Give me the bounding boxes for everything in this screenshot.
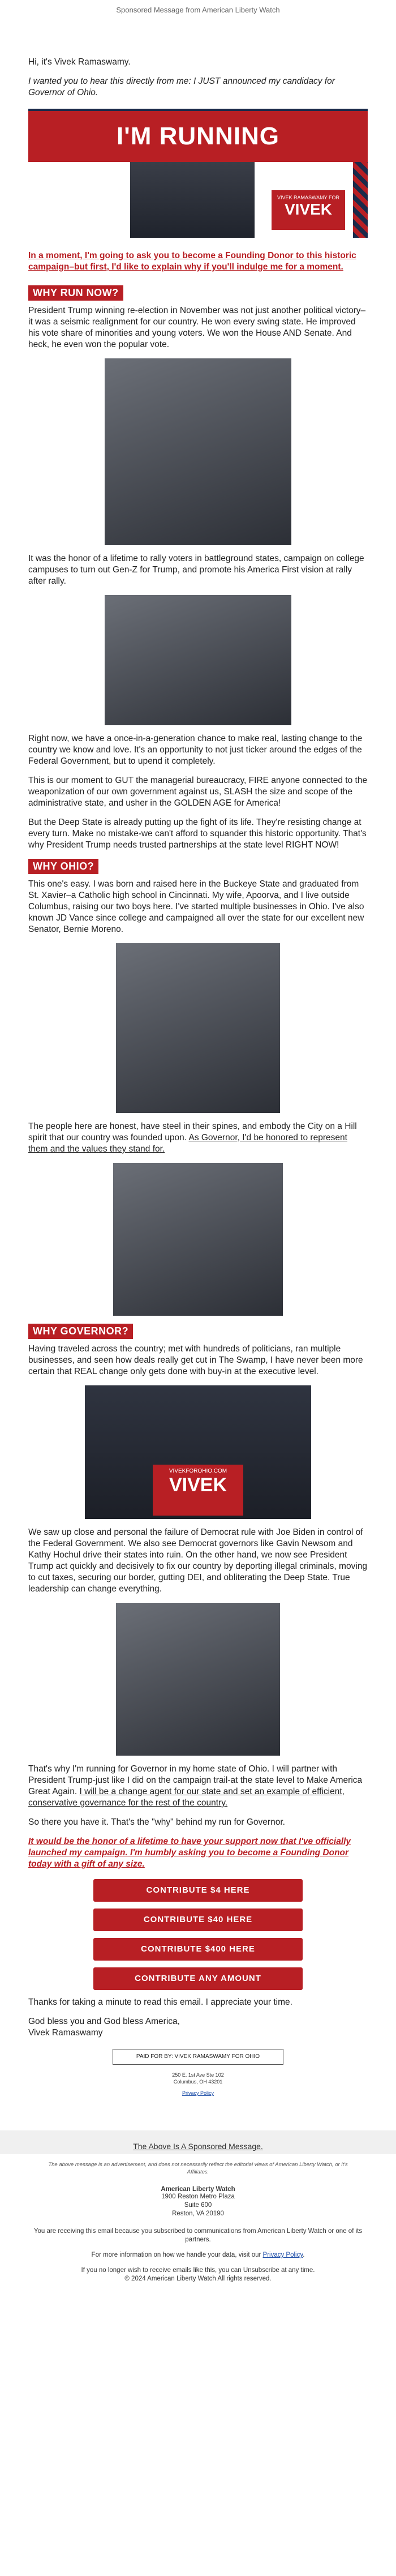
logo-small-text: VIVEK RAMASWAMY FOR — [277, 195, 340, 200]
paragraph: We saw up close and personal the failure of Democrat rule with Joe Biden in control of the Federal Government. We also see Democrat governors like Gavin Newsom and Kathy Hochul drive their states into ruin. On the other hand, we now see President Trump act quickly and decisively to fix our country by deporting illegal criminals, moving to cut taxes, securing our border, gutting DEI, and obliterating the Deep State. True leadership can change everything. — [28, 1527, 368, 1594]
footer-privacy-link[interactable]: Privacy Policy — [262, 2252, 303, 2258]
paragraph: Having traveled across the country; met with hundreds of politicians, ran multiple businesses, and seen how deals really get cut in The Swamp, I have never been more certain that REAL change only gets done with buy-in at the executive level. — [28, 1344, 363, 1376]
hero-banner — [28, 109, 368, 238]
footer: The Above Is A Sponsored Message. The above message is an advertisement, and does not necessarily reflect the editorial views of American Liberty Watch, or it's Affiliates. American Liberty Watch 1900 Reston Metro Plaza Suite 600 Reston, VA 20190 You are receiving this email because you subscribed to communications from American Liberty Watch or one of its partners. For more information on how we handle your data, visit our Privacy Policy. If you no longer wish to receive emails like this, you can Unsubscribe at any time. © 2024 American Liberty Watch All rights reserved. — [0, 2130, 396, 2283]
footer-disclaimer: The above message is an advertisement, and does not necessarily reflect the editorial views of American Liberty Watch, or it's Affiliates. — [48, 2162, 348, 2175]
podium-photo — [85, 1385, 311, 1519]
hero-headline: I'M RUNNING — [117, 122, 279, 150]
footer-title: The Above Is A Sponsored Message. — [0, 2130, 396, 2154]
paragraph: So there you have it. That's the "why" behind my run for Governor. — [28, 1817, 285, 1827]
donate-ask-link[interactable]: It would be the honor of a lifetime to have your support now that I've officially launched my campaign. I'm humbly asking you to become a Founding Donor today with a gift of any size. — [28, 1837, 351, 1869]
campaign-logo — [272, 190, 345, 230]
section-why-ohio: WHY OHIO? — [28, 859, 98, 874]
paragraph: But the Deep State is already putting up the fight of its life. They're resisting change at every turn. Make no mistake-we can't afford to squander this historic opportunity. That's why President Trump needs trusted partnerships at the state level RIGHT NOW! — [28, 818, 367, 850]
halloween-photo — [113, 1163, 283, 1316]
group-photo — [116, 1603, 280, 1756]
thanks-text: Thanks for taking a minute to read this email. I appreciate your time. — [28, 1997, 292, 2007]
podium-sign-name: VIVEK — [169, 1474, 227, 1496]
flag-stripes — [353, 162, 368, 238]
campaign-address: 250 E. 1st Ave Ste 102 Columbus, OH 43201 Privacy Policy — [172, 2072, 224, 2096]
section-why-run-now: WHY RUN NOW? — [28, 285, 123, 301]
email-body — [28, 57, 368, 2096]
founding-donor-link[interactable]: In a moment, I'm going to ask you to become a Founding Donor to this historic campaign–but first, I'd like to explain why if you'll indulge me for a moment. — [28, 251, 356, 272]
sponsored-banner: Sponsored Message from American Liberty Watch — [116, 5, 280, 14]
paid-for-box: PAID FOR BY: VIVEK RAMASWAMY FOR OHIO — [113, 2049, 283, 2065]
trump-photo — [105, 595, 291, 725]
intro-text: I wanted you to hear this directly from me: I JUST announced my candidacy for Governor of Ohio. — [28, 76, 335, 97]
paragraph: The people here are honest, have steel in their spines, and embody the City on a Hill spirit that our country was founded upon. As Governor, I'd be honored to represent them and the values they stand for. — [28, 1122, 357, 1154]
paragraph: This one's easy. I was born and raised here in the Buckeye State and graduated from St. Xavier–a Catholic high school in Cincinnati. My wife, Apoorva, and I live outside Columbus, raising our two boys here. I've started multiple businesses in Ohio. I've also known JD Vance since college and campaigned all over the state for our excellent new Senator, Bernie Moreno. — [28, 879, 364, 934]
closing-text: God bless you and God bless America, — [28, 2017, 180, 2026]
podium-sign — [153, 1465, 243, 1516]
hero-headline-bar — [28, 111, 368, 162]
copyright: © 2024 American Liberty Watch All rights reserved. — [124, 2275, 272, 2282]
paragraph: President Trump winning re-election in November was not just another political victory–it was a seismic realignment for our country. He won every swing state. He improved his vote share of minorities and young voters. We won the House AND Senate. And heck, he even won the popular vote. — [28, 306, 366, 349]
paragraph: It was the honor of a lifetime to rally voters in battleground states, campaign on college campuses to turn out Gen-Z for Trump, and promote his America First vision at rally after rally. — [28, 554, 364, 586]
rally-photo — [105, 358, 291, 545]
underlined-text: As Governor, I'd be honored to represent them and the values they stand for. — [28, 1133, 347, 1154]
contribute-40-button[interactable]: CONTRIBUTE $40 HERE — [93, 1909, 303, 1931]
unsubscribe-text[interactable]: If you no longer wish to receive emails like this, you can Unsubscribe at any time. — [81, 2267, 315, 2274]
family-photo — [116, 943, 280, 1113]
hero-photo — [130, 162, 255, 238]
contribute-any-button[interactable]: CONTRIBUTE ANY AMOUNT — [93, 1967, 303, 1990]
paragraph: This is our moment to GUT the managerial bureaucracy, FIRE anyone connected to the weaponization of our own government against us, SLASH the size and scope of the administrative state, and usher in the GOLDEN AGE for America! — [28, 776, 368, 808]
logo-name: VIVEK — [284, 200, 333, 218]
footer-subscribed: You are receiving this email because you subscribed to communications from American Liberty Watch or one of its partners. — [33, 2228, 363, 2243]
contribute-400-button[interactable]: CONTRIBUTE $400 HERE — [93, 1938, 303, 1961]
underlined-text: I will be a change agent for our state and set an example of efficient, conservative governance for the rest of the country. — [28, 1787, 345, 1808]
greeting: Hi, it's Vivek Ramaswamy. — [28, 57, 131, 67]
paragraph: Right now, we have a once-in-a-generation chance to make real, lasting change to the country we know and love. It's an opportunity to not just ticker around the edges of the Federal Government, but to upend it completely. — [28, 734, 363, 766]
contribute-4-button[interactable]: CONTRIBUTE $4 HERE — [93, 1879, 303, 1902]
paragraph: That's why I'm running for Governor in my home state of Ohio. I will partner with President Trump-just like I did on the campaign trail-at the state level to Make America Great Again. I will be a change agent for our state and set an example of efficient, conservative governance for the rest of the country. — [28, 1764, 363, 1808]
podium-sign-url: VIVEKFOROHIO.COM — [169, 1468, 227, 1474]
signature: Vivek Ramaswamy — [28, 2028, 103, 2038]
campaign-privacy-link[interactable]: Privacy Policy — [182, 2090, 214, 2096]
section-why-governor: WHY GOVERNOR? — [28, 1324, 133, 1339]
footer-org: American Liberty Watch — [161, 2186, 235, 2193]
